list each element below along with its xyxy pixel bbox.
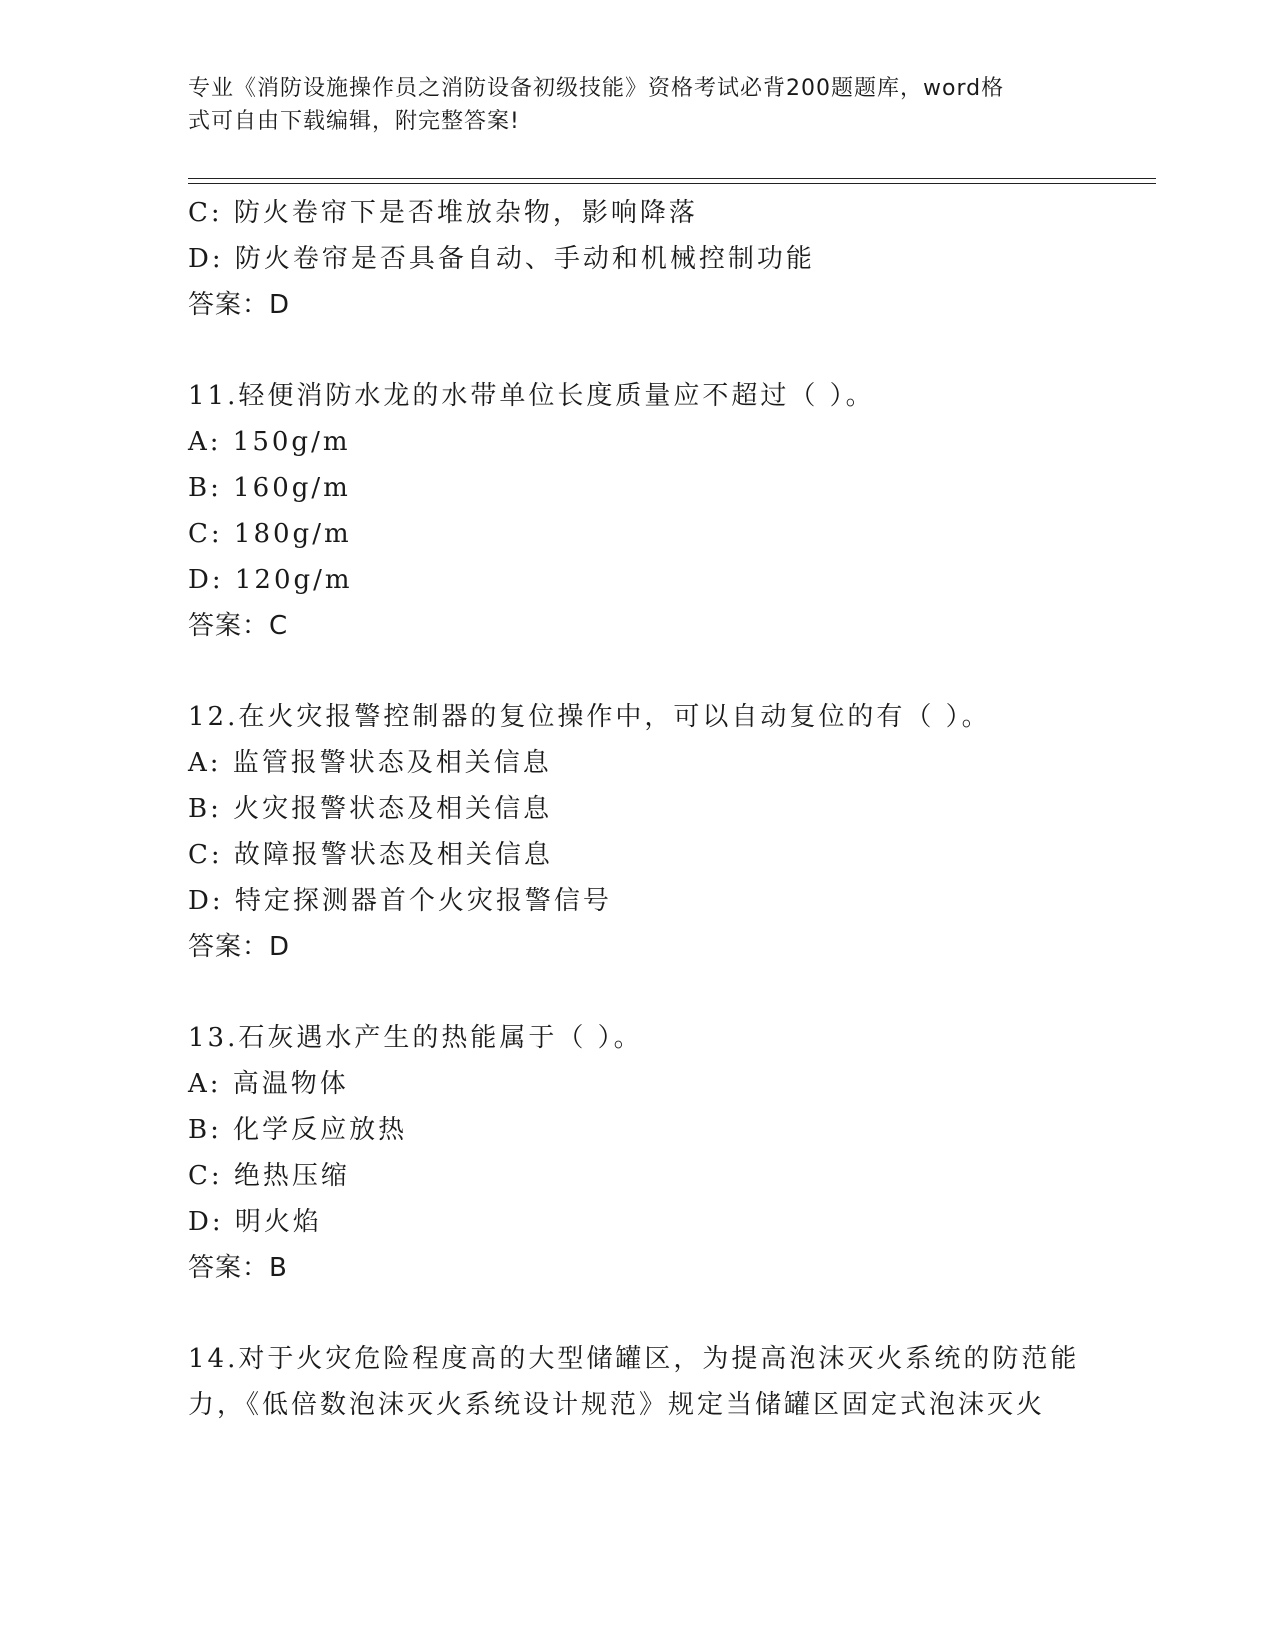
answer: 答案：C <box>188 611 289 641</box>
question-list <box>188 190 1088 1428</box>
option-d: D: 明火焰 <box>188 1207 322 1237</box>
header-line-2: 式可自由下载编辑，附完整答案! <box>188 109 520 134</box>
header-line-1: 专业《消防设施操作员之消防设备初级技能》资格考试必背200题题库，word格 <box>188 76 1005 101</box>
option-b: B: 化学反应放热 <box>188 1115 408 1145</box>
question-stem-line-1: 14.对于火灾危险程度高的大型储罐区，为提高泡沫灭火系统的防范能 <box>188 1344 1080 1374</box>
question-stem: 12.在火灾报警控制器的复位操作中，可以自动复位的有（ ）。 <box>188 702 991 732</box>
option-d: D: 防火卷帘是否具备自动、手动和机械控制功能 <box>188 244 815 274</box>
option-c: C: 故障报警状态及相关信息 <box>188 840 553 870</box>
option-a: A: 监管报警状态及相关信息 <box>188 748 552 778</box>
document-header <box>188 72 1068 138</box>
option-c: C: 180g/m <box>188 519 352 549</box>
option-a: A: 高温物体 <box>188 1069 349 1099</box>
question-stem: 11.轻便消防水龙的水带单位长度质量应不超过（ ）。 <box>188 381 875 411</box>
option-b: B: 火灾报警状态及相关信息 <box>188 794 553 824</box>
question-10-tail <box>188 190 1088 328</box>
question-12 <box>188 694 1088 970</box>
option-a: A: 150g/m <box>188 427 351 457</box>
question-13 <box>188 1015 1088 1291</box>
question-11 <box>188 373 1088 649</box>
question-stem: 13.石灰遇水产生的热能属于（ ）。 <box>188 1023 643 1053</box>
answer: 答案：D <box>188 932 291 962</box>
option-d: D: 120g/m <box>188 565 353 595</box>
header-divider-bottom <box>188 183 1156 184</box>
answer: 答案：D <box>188 290 291 320</box>
option-c: C: 防火卷帘下是否堆放杂物，影响降落 <box>188 198 698 228</box>
option-d: D: 特定探测器首个火灾报警信号 <box>188 886 612 916</box>
header-divider-top <box>188 178 1156 179</box>
option-b: B: 160g/m <box>188 473 351 503</box>
option-c: C: 绝热压缩 <box>188 1161 350 1191</box>
answer: 答案：B <box>188 1253 288 1283</box>
question-stem-line-2: 力，《低倍数泡沫灭火系统设计规范》规定当储罐区固定式泡沫灭火 <box>188 1390 1046 1420</box>
question-14 <box>188 1336 1088 1428</box>
